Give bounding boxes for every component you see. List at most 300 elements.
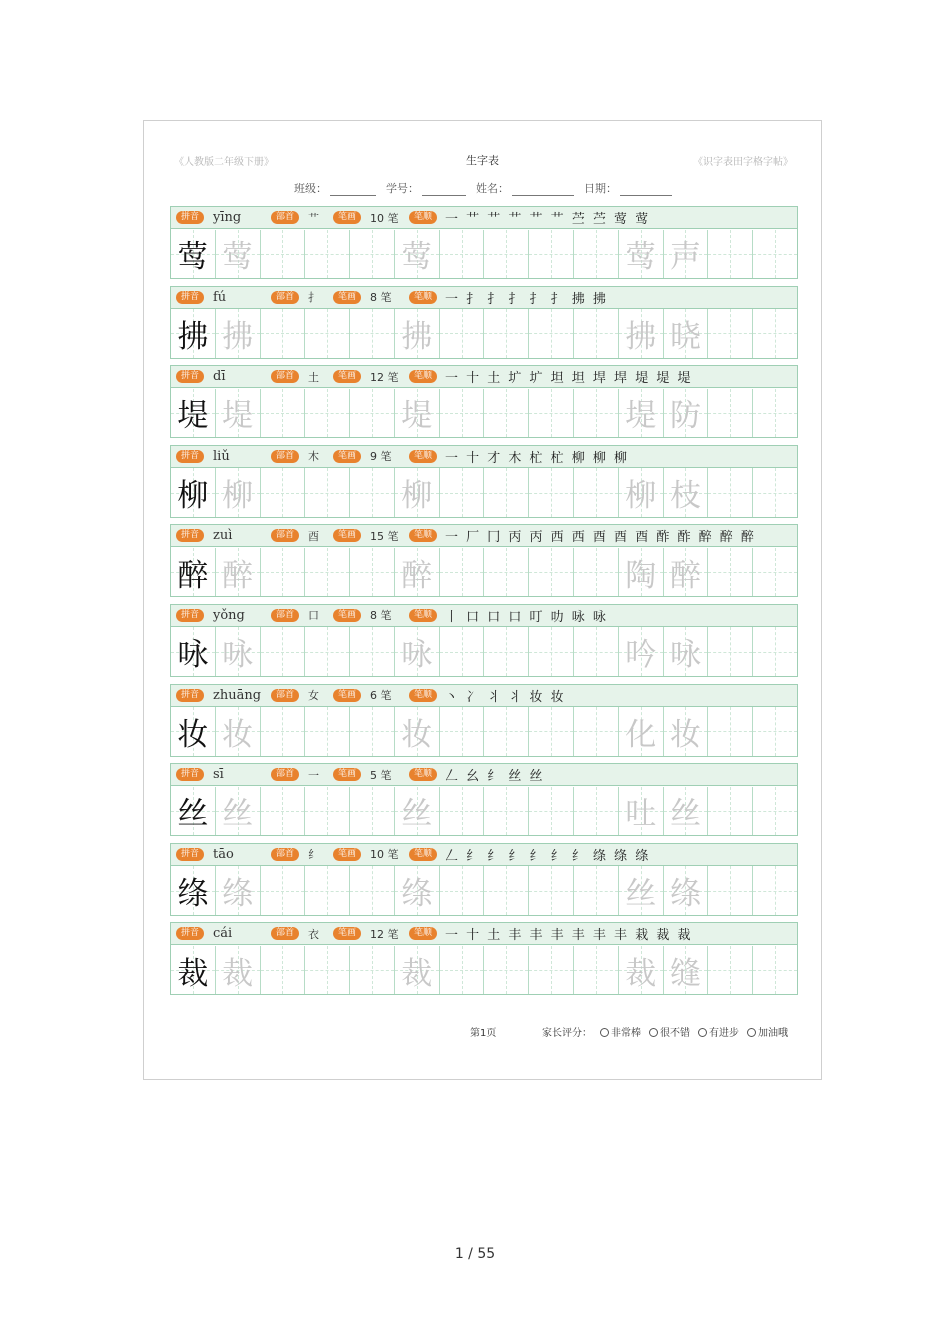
grid-cell[interactable]: [708, 627, 753, 676]
writing-grid: [171, 787, 797, 836]
grid-cell[interactable]: [305, 866, 350, 915]
grid-cell[interactable]: [529, 707, 574, 756]
class-field: 班级：: [294, 180, 376, 196]
grid-cell[interactable]: [574, 946, 619, 995]
stroke-order-value: 一 十 才 木 杧 杧 柳 柳 柳: [445, 450, 630, 466]
grid-cell[interactable]: [619, 230, 664, 279]
pinyin-tag: 拼音: [176, 211, 204, 224]
trace-character: 莺: [625, 239, 657, 276]
trace-character: 咏: [222, 637, 254, 674]
character-row: [170, 922, 798, 995]
stroke-count-value: 8 笔: [370, 609, 392, 623]
grid-cell[interactable]: [216, 468, 261, 517]
grid-cell[interactable]: [395, 548, 440, 597]
pinyin-value: zuì: [213, 528, 233, 544]
radical-value: 木: [308, 450, 319, 464]
trace-character: 化: [625, 716, 657, 753]
stroke-order-value: 一 扌 扌 扌 扌 扌 拂 拂: [445, 291, 608, 307]
stroke-count-tag: 笔画: [333, 768, 361, 781]
grid-cell[interactable]: [350, 309, 395, 358]
grid-cell[interactable]: [305, 627, 350, 676]
grid-cell[interactable]: [664, 946, 709, 995]
character-row: [170, 286, 798, 359]
worksheet-page: [143, 120, 822, 1080]
character-row: [170, 763, 798, 836]
grid-cell[interactable]: [619, 866, 664, 915]
trace-character: 绦: [222, 876, 254, 912]
trace-character: 堤: [625, 398, 657, 435]
trace-character: 丝: [625, 876, 657, 912]
grid-cell[interactable]: [529, 787, 574, 836]
grid-cell[interactable]: [395, 627, 440, 676]
trace-character: 拂: [401, 318, 433, 355]
row-info-bar: [171, 605, 797, 627]
pinyin-tag: 拼音: [176, 609, 204, 622]
grid-cell[interactable]: [171, 866, 216, 915]
grid-cell[interactable]: [574, 468, 619, 517]
grid-cell[interactable]: [529, 468, 574, 517]
model-character: 醉: [177, 557, 209, 594]
trace-character: 醉: [401, 557, 433, 594]
stroke-count-value: 12 笔: [370, 370, 399, 384]
trace-character: 醉: [222, 557, 254, 594]
stroke-count-tag: 笔画: [333, 450, 361, 463]
grid-cell[interactable]: [484, 468, 529, 517]
grid-cell[interactable]: [440, 946, 485, 995]
radical-value: 口: [308, 609, 319, 623]
radical-tag: 部首: [271, 211, 299, 224]
grid-cell[interactable]: [395, 309, 440, 358]
grid-cell[interactable]: [664, 309, 709, 358]
trace-character: 裁: [625, 955, 657, 992]
grid-cell[interactable]: [708, 548, 753, 597]
stroke-count-tag: 笔画: [333, 689, 361, 702]
row-info-bar: [171, 207, 797, 229]
grid-cell[interactable]: [753, 230, 797, 279]
page-title: 生字表: [466, 154, 499, 167]
pinyin-value: yīng: [213, 210, 242, 225]
grid-cell[interactable]: [350, 946, 395, 995]
character-row: [170, 365, 798, 438]
grid-cell[interactable]: [619, 468, 664, 517]
grid-cell[interactable]: [350, 548, 395, 597]
radical-tag: 部首: [271, 370, 299, 383]
grid-cell[interactable]: [261, 787, 306, 836]
pinyin-tag: 拼音: [176, 291, 204, 304]
model-character: 妆: [177, 716, 209, 753]
pinyin-value: sī: [213, 767, 224, 783]
trace-character: 柳: [401, 478, 433, 515]
radical-tag: 部首: [271, 768, 299, 781]
trace-character: 声: [669, 239, 701, 276]
grid-cell[interactable]: [619, 309, 664, 358]
grid-cell[interactable]: [216, 627, 261, 676]
grid-cell[interactable]: [529, 866, 574, 915]
grid-cell[interactable]: [484, 548, 529, 597]
trace-character: 堤: [401, 398, 433, 435]
stroke-count-value: 6 笔: [370, 689, 392, 703]
pinyin-value: yǒng: [213, 607, 245, 623]
grid-cell[interactable]: [216, 230, 261, 279]
trace-character: 堤: [222, 398, 254, 435]
grid-cell[interactable]: [440, 548, 485, 597]
grid-cell[interactable]: [171, 309, 216, 358]
radical-tag: 部首: [271, 291, 299, 304]
grid-cell[interactable]: [753, 866, 797, 915]
stroke-order-tag: 笔顺: [409, 848, 437, 861]
grid-cell[interactable]: [753, 707, 797, 756]
model-character: 裁: [177, 955, 209, 992]
grid-cell[interactable]: [664, 707, 709, 756]
pinyin-value: liǔ: [213, 448, 230, 464]
grid-cell[interactable]: [574, 787, 619, 836]
radical-value: 衣: [308, 927, 319, 941]
grid-cell[interactable]: [708, 707, 753, 756]
grid-cell[interactable]: [350, 866, 395, 915]
grid-cell[interactable]: [574, 707, 619, 756]
grid-cell[interactable]: [753, 548, 797, 597]
grid-cell[interactable]: [529, 548, 574, 597]
grid-cell[interactable]: [574, 230, 619, 279]
model-character: 堤: [177, 398, 209, 435]
row-info-bar: [171, 844, 797, 866]
grid-cell[interactable]: [529, 309, 574, 358]
document-page-number: 1 / 55: [454, 1246, 496, 1262]
series-label: 《识字表田字格字帖》: [693, 157, 793, 168]
trace-character: 丝: [669, 796, 701, 833]
writing-grid: [171, 627, 797, 676]
trace-character: 柳: [222, 478, 254, 515]
stroke-order-tag: 笔顺: [409, 211, 437, 224]
grid-cell[interactable]: [753, 468, 797, 517]
stroke-count-tag: 笔画: [333, 211, 361, 224]
grid-cell[interactable]: [664, 389, 709, 438]
grid-cell[interactable]: [350, 707, 395, 756]
stroke-count-value: 15 笔: [370, 529, 399, 543]
grid-cell[interactable]: [440, 787, 485, 836]
grid-cell[interactable]: [440, 230, 485, 279]
grid-cell[interactable]: [664, 468, 709, 517]
stroke-count-tag: 笔画: [333, 370, 361, 383]
writing-grid: [171, 230, 797, 279]
grid-cell[interactable]: [350, 787, 395, 836]
stroke-order-tag: 笔顺: [409, 927, 437, 940]
grid-cell[interactable]: [664, 230, 709, 279]
pinyin-value: zhuāng: [213, 687, 262, 703]
grid-cell[interactable]: [261, 309, 306, 358]
eval-option-progress[interactable]: 有进步: [698, 1024, 739, 1039]
grid-cell[interactable]: [350, 230, 395, 279]
radical-tag: 部首: [271, 689, 299, 702]
grid-cell[interactable]: [440, 309, 485, 358]
trace-character: 妆: [669, 716, 701, 753]
grid-cell[interactable]: [664, 866, 709, 915]
grid-cell[interactable]: [484, 946, 529, 995]
trace-character: 醉: [669, 557, 701, 594]
grid-cell[interactable]: [216, 309, 261, 358]
grid-cell[interactable]: [708, 309, 753, 358]
stroke-order-tag: 笔顺: [409, 450, 437, 463]
row-info-bar: [171, 287, 797, 309]
grid-cell[interactable]: [171, 548, 216, 597]
trace-character: 咏: [401, 637, 433, 674]
trace-character: 丝: [401, 796, 433, 833]
model-character: 柳: [177, 478, 209, 515]
trace-character: 莺: [401, 239, 433, 276]
grid-cell[interactable]: [708, 468, 753, 517]
pinyin-value: cái: [213, 926, 233, 942]
grid-cell[interactable]: [529, 946, 574, 995]
grid-cell[interactable]: [708, 866, 753, 915]
grid-cell[interactable]: [216, 866, 261, 915]
grid-cell[interactable]: [440, 707, 485, 756]
trace-character: 缝: [669, 955, 701, 992]
stroke-count-tag: 笔画: [333, 927, 361, 940]
eval-option-excellent[interactable]: 非常棒: [600, 1024, 641, 1039]
writing-grid: [171, 389, 797, 438]
grid-cell[interactable]: [395, 230, 440, 279]
radical-tag: 部首: [271, 450, 299, 463]
grid-cell[interactable]: [171, 946, 216, 995]
grid-cell[interactable]: [529, 389, 574, 438]
radical-value: 一: [308, 768, 319, 782]
grid-cell[interactable]: [171, 707, 216, 756]
stroke-count-tag: 笔画: [333, 291, 361, 304]
grid-cell[interactable]: [440, 866, 485, 915]
eval-option-good[interactable]: 很不错: [649, 1024, 690, 1039]
grid-cell[interactable]: [261, 548, 306, 597]
trace-character: 裁: [222, 955, 254, 992]
stroke-order-value: 丨 口 口 口 叮 叻 咏 咏: [445, 609, 608, 625]
writing-grid: [171, 548, 797, 597]
pinyin-tag: 拼音: [176, 927, 204, 940]
character-row: [170, 445, 798, 518]
grid-cell[interactable]: [171, 468, 216, 517]
grid-cell[interactable]: [305, 787, 350, 836]
grid-cell[interactable]: [619, 707, 664, 756]
grid-cell[interactable]: [753, 946, 797, 995]
stroke-count-value: 8 笔: [370, 291, 392, 305]
eval-option-keep-going[interactable]: 加油哦: [747, 1024, 788, 1039]
radical-tag: 部首: [271, 609, 299, 622]
grid-cell[interactable]: [484, 707, 529, 756]
stroke-order-tag: 笔顺: [409, 529, 437, 542]
grid-cell[interactable]: [529, 230, 574, 279]
grid-cell[interactable]: [216, 946, 261, 995]
stroke-count-value: 10 笔: [370, 211, 399, 225]
grid-cell[interactable]: [261, 946, 306, 995]
radical-tag: 部首: [271, 927, 299, 940]
pinyin-tag: 拼音: [176, 768, 204, 781]
student-info: [294, 180, 682, 196]
character-row: [170, 524, 798, 597]
grid-cell[interactable]: [305, 230, 350, 279]
student-id-field: 学号：: [386, 180, 466, 196]
grid-cell[interactable]: [664, 787, 709, 836]
grid-cell[interactable]: [440, 627, 485, 676]
grid-cell[interactable]: [574, 866, 619, 915]
grid-cell[interactable]: [261, 389, 306, 438]
grid-cell[interactable]: [305, 548, 350, 597]
model-character: 绦: [177, 876, 209, 912]
writing-grid: [171, 707, 797, 756]
grid-cell[interactable]: [484, 787, 529, 836]
radical-tag: 部首: [271, 848, 299, 861]
grid-cell[interactable]: [216, 707, 261, 756]
trace-character: 吐: [625, 796, 657, 833]
stroke-count-tag: 笔画: [333, 848, 361, 861]
grid-cell[interactable]: [440, 389, 485, 438]
name-field: 姓名：: [476, 180, 574, 196]
stroke-order-tag: 笔顺: [409, 291, 437, 304]
grid-cell[interactable]: [619, 946, 664, 995]
grid-cell[interactable]: [350, 468, 395, 517]
grid-cell[interactable]: [395, 389, 440, 438]
grid-cell[interactable]: [261, 866, 306, 915]
grid-cell[interactable]: [305, 309, 350, 358]
character-rows: [170, 206, 798, 1002]
trace-character: 绦: [669, 876, 701, 912]
trace-character: 枝: [669, 478, 701, 515]
stroke-count-value: 9 笔: [370, 450, 392, 464]
radical-value: 扌: [308, 291, 319, 305]
model-character: 丝: [177, 796, 209, 833]
grid-cell[interactable]: [305, 946, 350, 995]
row-info-bar: [171, 764, 797, 786]
grid-cell[interactable]: [216, 389, 261, 438]
trace-character: 晓: [669, 318, 701, 355]
character-row: [170, 684, 798, 757]
grid-cell[interactable]: [753, 787, 797, 836]
row-info-bar: [171, 366, 797, 388]
character-row: [170, 206, 798, 279]
grid-cell[interactable]: [484, 627, 529, 676]
trace-character: 咏: [669, 637, 701, 674]
parent-evaluation: 家长评分： 非常棒 很不错 有进步 加油哦: [542, 1024, 788, 1039]
trace-character: 吟: [625, 637, 657, 674]
grid-cell[interactable]: [261, 468, 306, 517]
trace-character: 陶: [625, 557, 657, 594]
radical-value: 土: [308, 370, 319, 384]
trace-character: 拂: [625, 318, 657, 355]
stroke-order-value: 丶 冫 丬 丬 妆 妆: [445, 689, 566, 705]
writing-grid: [171, 468, 797, 517]
grid-cell[interactable]: [395, 946, 440, 995]
grid-cell[interactable]: [305, 468, 350, 517]
writing-grid: [171, 866, 797, 915]
row-info-bar: [171, 685, 797, 707]
grid-cell[interactable]: [619, 627, 664, 676]
date-field: 日期：: [584, 180, 672, 196]
grid-cell[interactable]: [350, 389, 395, 438]
pinyin-tag: 拼音: [176, 848, 204, 861]
stroke-count-value: 12 笔: [370, 927, 399, 941]
grid-cell[interactable]: [261, 230, 306, 279]
grid-cell[interactable]: [574, 389, 619, 438]
grid-cell[interactable]: [171, 230, 216, 279]
grid-cell[interactable]: [395, 468, 440, 517]
grid-cell[interactable]: [216, 787, 261, 836]
stroke-order-value: 一 十 土 圹 圹 坦 坦 垾 垾 堤 堤 堤: [445, 371, 693, 387]
grid-cell[interactable]: [753, 309, 797, 358]
grid-cell[interactable]: [171, 389, 216, 438]
stroke-count-value: 5 笔: [370, 768, 392, 782]
grid-cell[interactable]: [484, 309, 529, 358]
stroke-order-tag: 笔顺: [409, 689, 437, 702]
grid-cell[interactable]: [708, 946, 753, 995]
grid-cell[interactable]: [753, 389, 797, 438]
stroke-count-value: 10 笔: [370, 848, 399, 862]
grid-cell[interactable]: [484, 389, 529, 438]
grid-cell[interactable]: [619, 389, 664, 438]
stroke-order-value: 𠃋 幺 纟 丝 丝: [445, 769, 545, 785]
model-character: 拂: [177, 318, 209, 355]
trace-character: 拂: [222, 318, 254, 355]
stroke-order-tag: 笔顺: [409, 370, 437, 383]
grid-cell[interactable]: [171, 787, 216, 836]
grid-cell[interactable]: [529, 627, 574, 676]
grid-cell[interactable]: [305, 707, 350, 756]
stroke-order-value: 一 厂 冂 丙 丙 西 西 酉 酉 酉 酢 酢 醉 醉 醉: [445, 530, 756, 546]
grid-cell[interactable]: [440, 468, 485, 517]
grid-cell[interactable]: [619, 787, 664, 836]
stroke-order-value: 一 十 土 丰 丰 丰 丰 丰 丰 栽 裁 裁: [445, 928, 693, 944]
stroke-count-tag: 笔画: [333, 529, 361, 542]
grid-cell[interactable]: [708, 389, 753, 438]
radical-tag: 部首: [271, 529, 299, 542]
grid-cell[interactable]: [708, 230, 753, 279]
grid-cell[interactable]: [708, 787, 753, 836]
grid-cell[interactable]: [484, 866, 529, 915]
writing-grid: [171, 309, 797, 358]
trace-character: 柳: [625, 478, 657, 515]
grid-cell[interactable]: [619, 548, 664, 597]
grid-cell[interactable]: [261, 707, 306, 756]
edition-label: 《人教版二年级下册》: [174, 157, 274, 168]
grid-cell[interactable]: [574, 309, 619, 358]
pinyin-value: dī: [213, 369, 226, 385]
grid-cell[interactable]: [395, 866, 440, 915]
sheet-page-label: 第1页: [470, 1028, 497, 1039]
grid-cell[interactable]: [261, 627, 306, 676]
trace-character: 妆: [401, 716, 433, 753]
grid-cell[interactable]: [171, 627, 216, 676]
writing-grid: [171, 946, 797, 995]
trace-character: 防: [669, 398, 701, 435]
character-row: [170, 604, 798, 677]
trace-character: 丝: [222, 796, 254, 833]
trace-character: 裁: [401, 955, 433, 992]
grid-cell[interactable]: [216, 548, 261, 597]
grid-cell[interactable]: [350, 627, 395, 676]
pinyin-value: tāo: [213, 846, 234, 862]
grid-cell[interactable]: [664, 548, 709, 597]
radical-value: 纟: [308, 848, 319, 862]
grid-cell[interactable]: [484, 230, 529, 279]
radical-value: 酉: [308, 529, 319, 543]
model-character: 莺: [177, 239, 209, 276]
grid-cell[interactable]: [395, 787, 440, 836]
grid-cell[interactable]: [664, 627, 709, 676]
row-info-bar: [171, 923, 797, 945]
trace-character: 莺: [222, 239, 254, 276]
grid-cell[interactable]: [395, 707, 440, 756]
grid-cell[interactable]: [753, 627, 797, 676]
pinyin-value: fú: [213, 289, 227, 305]
grid-cell[interactable]: [305, 389, 350, 438]
grid-cell[interactable]: [574, 548, 619, 597]
grid-cell[interactable]: [574, 627, 619, 676]
